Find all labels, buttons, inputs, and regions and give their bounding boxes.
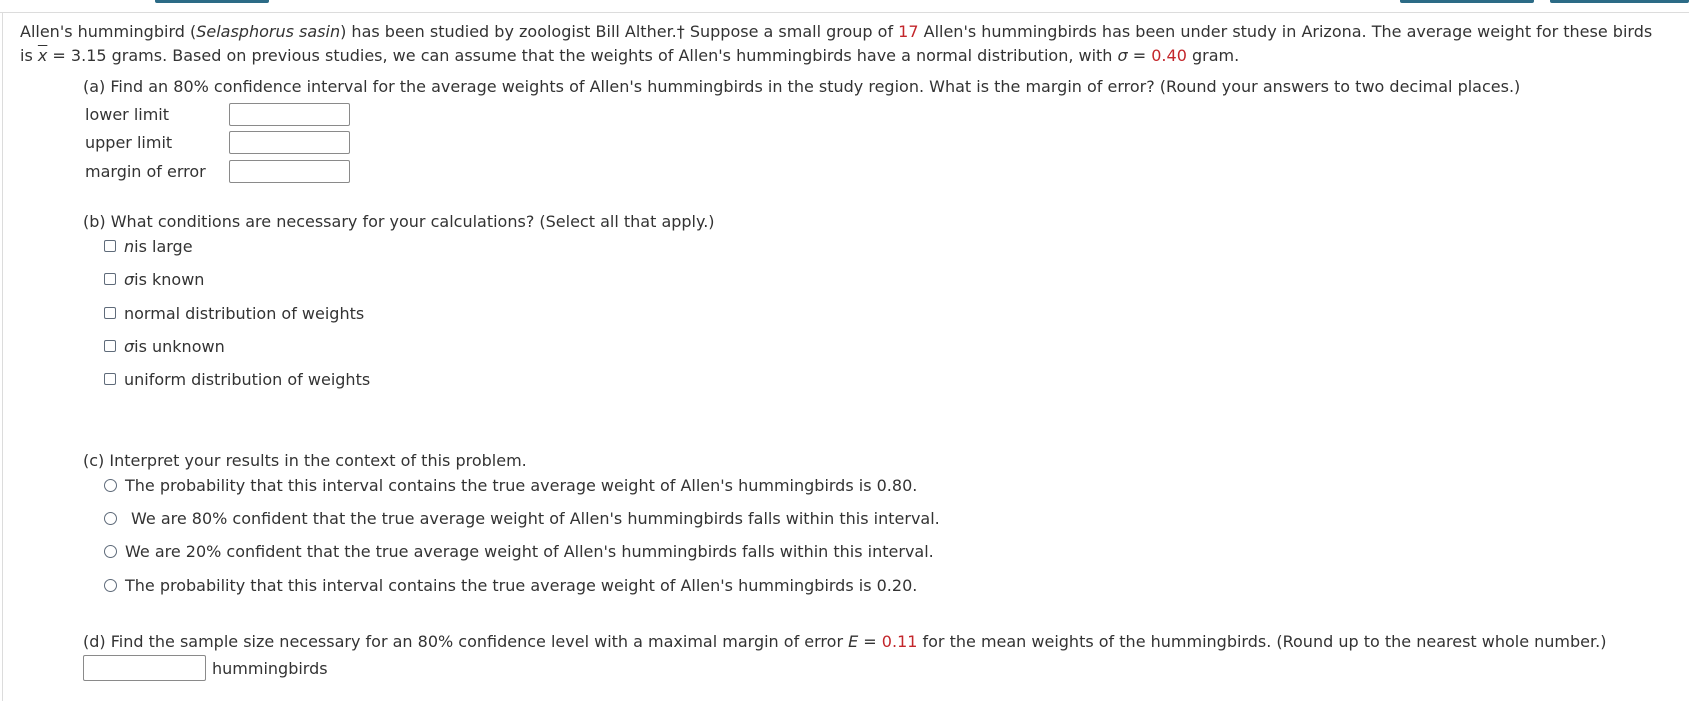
condition-sigma-known[interactable]: σ is known bbox=[104, 267, 204, 291]
margin-of-error-input[interactable] bbox=[229, 160, 350, 183]
footnote-dagger[interactable]: † bbox=[676, 22, 685, 41]
margin-of-error-row bbox=[85, 157, 350, 185]
part-d-question: (d) Find the sample size necessary for an 80% confidence level with a maximal margin of error E = 0.11 for the mean weights of the hummingbirds. (Round up to the nearest whole number.) bbox=[83, 632, 1607, 651]
part-c-question: (c) Interpret your results in the context of this problem. bbox=[83, 451, 527, 470]
upper-limit-input[interactable] bbox=[229, 131, 350, 154]
upper-limit-label: upper limit bbox=[85, 132, 173, 152]
upper-limit-row bbox=[85, 128, 350, 156]
top-divider bbox=[0, 12, 1689, 13]
part-a-question: (a) Find an 80% confidence interval for the average weights of Allen's hummingbirds in the study region. What is the margin of error? (Round your answers to two decimal places.) bbox=[83, 77, 1521, 96]
interpretation-option-3[interactable]: We are 20% confident that the true average weight of Allen's hummingbirds falls within this interval. bbox=[104, 539, 934, 563]
sample-size-input[interactable] bbox=[83, 655, 206, 681]
top-tab-indicator bbox=[1400, 0, 1534, 3]
sample-count: 17 bbox=[898, 22, 919, 41]
radio-button[interactable] bbox=[104, 545, 117, 558]
lower-limit-input[interactable] bbox=[229, 103, 350, 126]
checkbox[interactable] bbox=[104, 273, 116, 285]
problem-statement: Allen's hummingbird (Selasphorus sasin) has been studied by zoologist Bill Alther.† Suppose a small group of 17 Allen's hummingbirds has been under study in Arizona. The average weight for these birds is $\overline{x} = 3.15$ grams. Based on previous studies, we can assume that the weights of Allen's hummingbirds have a normal distribution, with σ = 0.40 gram. bbox=[20, 22, 1653, 65]
checkbox[interactable] bbox=[104, 340, 116, 352]
top-tab-indicator bbox=[155, 0, 269, 3]
margin-value: 0.11 bbox=[881, 632, 918, 651]
condition-sigma-unknown[interactable]: σ is unknown bbox=[104, 334, 225, 358]
lower-limit-row bbox=[85, 100, 350, 128]
sigma-symbol: σ bbox=[1117, 46, 1128, 65]
part-b-question: (b) What conditions are necessary for your calculations? (Select all that apply.) bbox=[83, 212, 715, 231]
checkbox[interactable] bbox=[104, 373, 116, 385]
checkbox[interactable] bbox=[104, 307, 116, 319]
checkbox[interactable] bbox=[104, 240, 116, 252]
sigma-value: 0.40 bbox=[1151, 46, 1187, 65]
top-tab-indicator bbox=[1550, 0, 1689, 3]
condition-n-large[interactable]: n is large bbox=[104, 234, 193, 258]
lower-limit-label: lower limit bbox=[85, 104, 170, 124]
condition-normal-distribution[interactable]: normal distribution of weights bbox=[104, 301, 364, 325]
margin-of-error-label: margin of error bbox=[85, 161, 206, 181]
interpretation-option-4[interactable]: The probability that this interval contains the true average weight of Allen's hummingbirds is 0.20. bbox=[104, 573, 917, 597]
radio-button[interactable] bbox=[104, 512, 117, 525]
sample-size-row bbox=[83, 655, 328, 681]
xbar-symbol: $\overline{x}$ bbox=[37, 46, 48, 65]
condition-uniform-distribution[interactable]: uniform distribution of weights bbox=[104, 367, 370, 391]
left-divider bbox=[2, 12, 3, 701]
sample-size-unit: hummingbirds bbox=[212, 658, 328, 678]
interpretation-option-2[interactable]: We are 80% confident that the true average weight of Allen's hummingbirds falls within this interval. bbox=[104, 506, 940, 530]
radio-button[interactable] bbox=[104, 579, 117, 592]
interpretation-option-1[interactable]: The probability that this interval contains the true average weight of Allen's hummingbirds is 0.80. bbox=[104, 473, 917, 497]
radio-button[interactable] bbox=[104, 479, 117, 492]
